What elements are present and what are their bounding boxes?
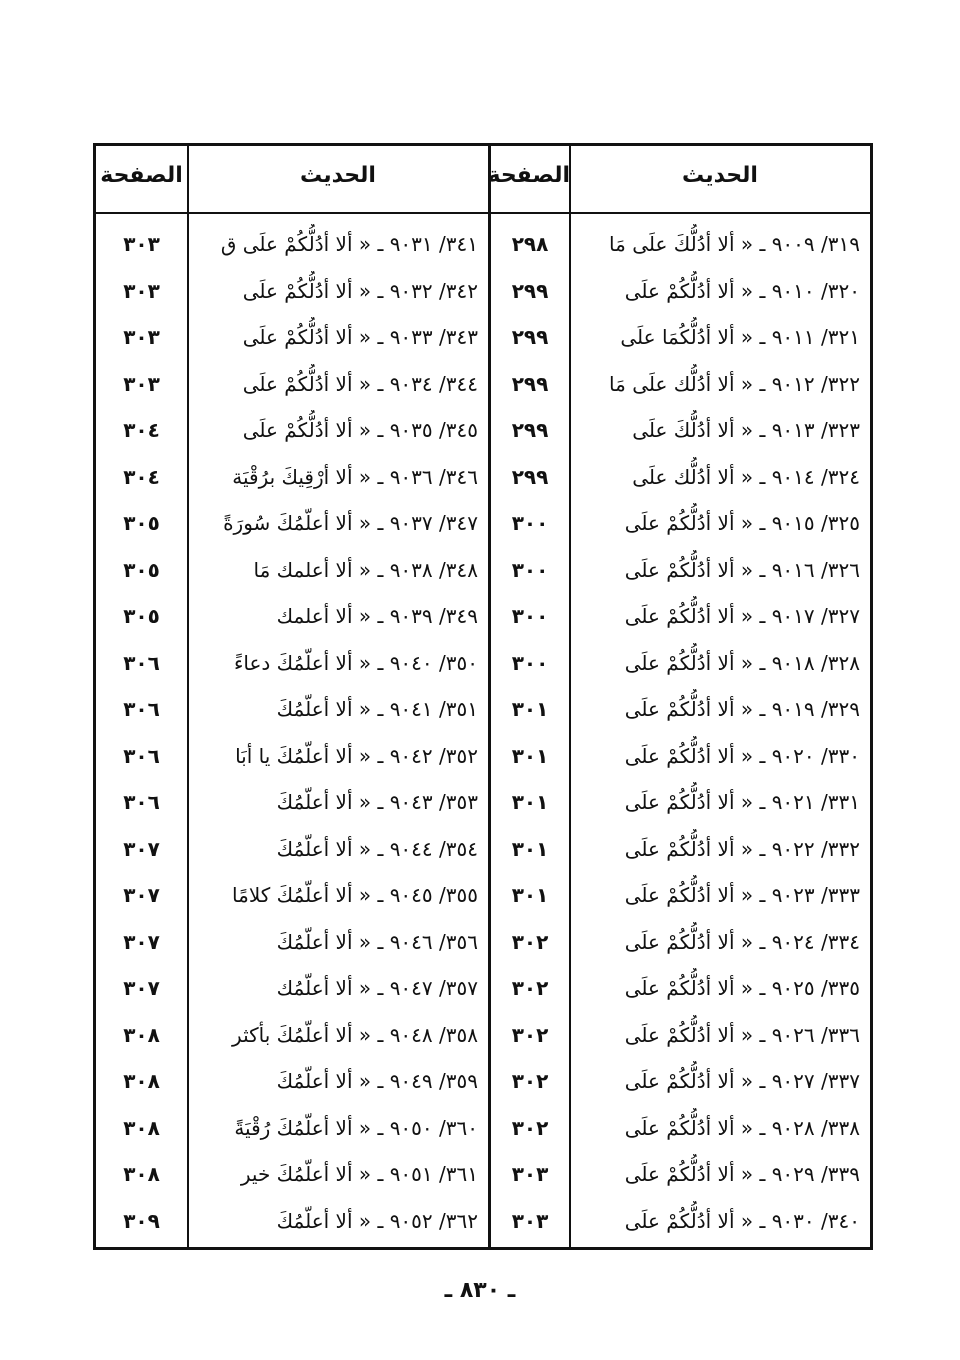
hadith-entry: ٣٢٩/ ٩٠١٩ ـ « ألا أدُلُّكُمْ علَى [624,697,860,721]
hadith-entry: ٣٥٠/ ٩٠٤٠ ـ « ألا أعلّمُكَ دعاءً [233,650,478,675]
left-index-row [96,643,870,683]
hadith-entry: ٣٤٢/ ٩٠٣٢ ـ « ألا أدُلُّكُمْ علَى [242,278,478,303]
page-ref: ٣٠٢ [511,1022,549,1047]
left-index-row [96,224,870,264]
header-divider [96,212,870,214]
hadith-entry: ٣٢٣/ ٩٠١٣ ـ « ألا أدُلُّكَ علَى [632,418,860,442]
left-index-row [96,550,870,590]
hadith-entry: ٣٢٧/ ٩٠١٧ ـ « ألا أدُلُّكُمْ علَى [624,604,860,628]
page-ref: ٢٩٨ [511,232,549,256]
hadith-entry: ٣٥٦/ ٩٠٤٦ ـ « ألا أعلّمُكَ [276,929,478,954]
page-ref: ٣٠٩ [123,1208,160,1233]
page-ref: ٣٠٤ [123,464,160,489]
left-index-row [96,410,870,450]
page-ref: ٣٠٥ [123,604,160,628]
page-ref: ٣٠٢ [511,1115,549,1140]
hadith-entry: ٣٢٢/ ٩٠١٢ ـ « ألا أدُلُّك علَى مَا [609,371,860,396]
hadith-entry: ٣٤٩/ ٩٠٣٩ ـ « ألا أعلمك [276,604,478,628]
page-ref: ٣٠٢ [511,929,549,954]
page-number: ـ ٨٣٠ ـ [444,1278,516,1303]
hadith-entry: ٣٣٦/ ٩٠٢٦ ـ « ألا أدُلُّكُمْ علَى [624,1022,860,1047]
page-ref: ٣٠٨ [123,1022,160,1047]
page-ref: ٣٠١ [511,883,549,907]
hadith-entry: ٣٥٢/ ٩٠٤٢ ـ « ألا أعلّمُكَ يا أبَا [235,743,478,768]
page-ref: ٣٠١ [511,697,549,721]
header-left-hadith: الحديث [300,163,376,188]
page-ref: ٣٠٦ [123,650,160,675]
left-index-row [96,782,870,822]
page-ref: ٣٠٦ [123,697,160,721]
header-right-page: الصفحة [487,163,570,188]
hadith-entry: ٣٢٠/ ٩٠١٠ ـ « ألا أدُلُّكُمْ علَى [624,278,860,303]
left-index-row [96,1108,870,1148]
hadith-entry: ٣٣٣/ ٩٠٢٣ ـ « ألا أدُلُّكُمْ علَى [624,883,860,907]
page-ref: ٢٩٩ [511,464,549,489]
left-index-row [96,317,870,357]
page-ref: ٣٠٧ [123,883,160,907]
page-ref: ٣٠٣ [123,278,160,303]
hadith-entry: ٣٤٥/ ٩٠٣٥ ـ « ألا أدُلُّكُمْ علَى [242,418,478,442]
hadith-entry: ٣٣٢/ ٩٠٢٢ ـ « ألا أدُلُّكُمْ علَى [624,836,860,861]
hadith-entry: ٣٢٦/ ٩٠١٦ ـ « ألا أدُلُّكُمْ علَى [624,557,860,582]
hadith-entry: ٣٥٣/ ٩٠٤٣ ـ « ألا أعلّمُكَ [276,790,478,814]
hadith-entry: ٣٣٤/ ٩٠٢٤ ـ « ألا أدُلُّكُمْ علَى [624,929,860,954]
page-ref: ٢٩٩ [511,418,549,442]
hadith-entry: ٣١٩/ ٩٠٠٩ ـ « ألا أدُلُّكَ علَى مَا [609,232,860,256]
hadith-entry: ٣٥٨/ ٩٠٤٨ ـ « ألا أعلّمُكَ بأكثر [232,1022,478,1047]
hadith-entry: ٣٢٥/ ٩٠١٥ ـ « ألا أدُلُّكُمْ علَى [624,511,860,535]
page-ref: ٣٠٨ [123,1069,160,1093]
hadith-entry: ٣٣٥/ ٩٠٢٥ ـ « ألا أدُلُّكُمْ علَى [624,976,860,1000]
page-ref: ٣٠٧ [123,976,160,1000]
left-index-row [96,1061,870,1101]
hadith-entry: ٣٦٠/ ٩٠٥٠ ـ « ألا أعلّمُكَ رُقْيَةً [234,1115,478,1140]
hadith-entry: ٣٥١/ ٩٠٤١ ـ « ألا أعلّمُكَ [276,697,478,721]
hadith-entry: ٣٤٣/ ٩٠٣٣ ـ « ألا أدُلُّكُمْ علَى [242,325,478,349]
page-ref: ٣٠٣ [511,1208,549,1233]
hadith-index-table [93,143,873,1250]
left-index-row [96,875,870,915]
left-index-row [96,364,870,404]
hadith-entry: ٣٦٢/ ٩٠٥٢ ـ « ألا أعلّمُكَ [276,1208,478,1233]
left-index-row [96,922,870,962]
header-left-page: الصفحة [100,163,183,188]
hadith-entry: ٣٢٤/ ٩٠١٤ ـ « ألا أدُلُّك علَى [632,464,860,489]
hadith-entry: ٣٤٤/ ٩٠٣٤ ـ « ألا أدُلُّكُمْ علَى [242,371,478,396]
page-ref: ٣٠٠ [511,511,549,535]
page-ref: ٣٠٣ [123,232,160,256]
page-ref: ٢٩٩ [511,278,549,303]
page-ref: ٣٠٥ [123,557,160,582]
hadith-entry: ٣٢١/ ٩٠١١ ـ « ألا أدُلُّكُمَا علَى [620,325,860,349]
hadith-entry: ٣٣٧/ ٩٠٢٧ ـ « ألا أدُلُّكُمْ علَى [624,1069,860,1093]
left-index-row [96,689,870,729]
page-ref: ٣٠٦ [123,790,160,814]
hadith-entry: ٣٤٨/ ٩٠٣٨ ـ « ألا أعلمك مَا [253,557,478,582]
hadith-entry: ٣٥٩/ ٩٠٤٩ ـ « ألا أعلّمُكَ [276,1069,478,1093]
hadith-entry: ٣٣٩/ ٩٠٢٩ ـ « ألا أدُلُّكُمْ علَى [624,1162,860,1186]
page-ref: ٣٠٨ [123,1115,160,1140]
hadith-entry: ٣٣١/ ٩٠٢١ ـ « ألا أدُلُّكُمْ علَى [624,790,860,814]
left-index-row [96,1201,870,1241]
left-index-row [96,736,870,776]
left-index-row [96,829,870,869]
page-ref: ٣٠١ [511,836,549,861]
page-ref: ٣٠٧ [123,836,160,861]
page-ref: ٣٠٦ [123,743,160,768]
page-ref: ٣٠٥ [123,511,160,535]
left-index-row [96,457,870,497]
page-ref: ٢٩٩ [511,325,549,349]
left-index-row [96,596,870,636]
hadith-entry: ٣٤١/ ٩٠٣١ ـ « ألا أدُلُّكُمْ علَى ق [220,232,478,256]
left-index-row [96,1154,870,1194]
hadith-entry: ٣٥٧/ ٩٠٤٧ ـ « ألا أعلّمُك [276,976,478,1000]
left-index-row [96,503,870,543]
left-index-row [96,271,870,311]
page-ref: ٣٠٠ [511,557,549,582]
page-ref: ٣٠٨ [123,1162,160,1186]
hadith-entry: ٣٥٥/ ٩٠٤٥ ـ « ألا أعلّمُكَ كلامًا [232,883,478,907]
page-ref: ٣٠٣ [511,1162,549,1186]
header-right-hadith: الحديث [682,163,758,188]
hadith-entry: ٣٤٦/ ٩٠٣٦ ـ « ألا أرْقِيكَ برُقْيَة [232,464,478,489]
page-ref: ٣٠٢ [511,1069,549,1093]
hadith-entry: ٣٣٠/ ٩٠٢٠ ـ « ألا أدُلُّكُمْ علَى [624,743,860,768]
left-index-row [96,968,870,1008]
hadith-entry: ٣٤٠/ ٩٠٣٠ ـ « ألا أدُلُّكُمْ علَى [624,1208,860,1233]
hadith-entry: ٣٥٤/ ٩٠٤٤ ـ « ألا أعلّمُكَ [276,836,478,861]
page-ref: ٢٩٩ [511,371,549,396]
page-ref: ٣٠٠ [511,604,549,628]
left-index-row [96,1015,870,1055]
page-ref: ٣٠٣ [123,325,160,349]
page-ref: ٣٠٤ [123,418,160,442]
page-ref: ٣٠٣ [123,371,160,396]
page-ref: ٣٠١ [511,790,549,814]
hadith-entry: ٣٣٨/ ٩٠٢٨ ـ « ألا أدُلُّكُمْ علَى [624,1115,860,1140]
page-ref: ٣٠٢ [511,976,549,1000]
hadith-entry: ٣٦١/ ٩٠٥١ ـ « ألا أعلّمُكَ خير [240,1162,478,1186]
hadith-entry: ٣٤٧/ ٩٠٣٧ ـ « ألا أعلّمُكَ سُورَةً [223,511,478,535]
hadith-entry: ٣٢٨/ ٩٠١٨ ـ « ألا أدُلُّكُمْ علَى [624,650,860,675]
page-ref: ٣٠٠ [511,650,549,675]
page-ref: ٣٠١ [511,743,549,768]
page-ref: ٣٠٧ [123,929,160,954]
